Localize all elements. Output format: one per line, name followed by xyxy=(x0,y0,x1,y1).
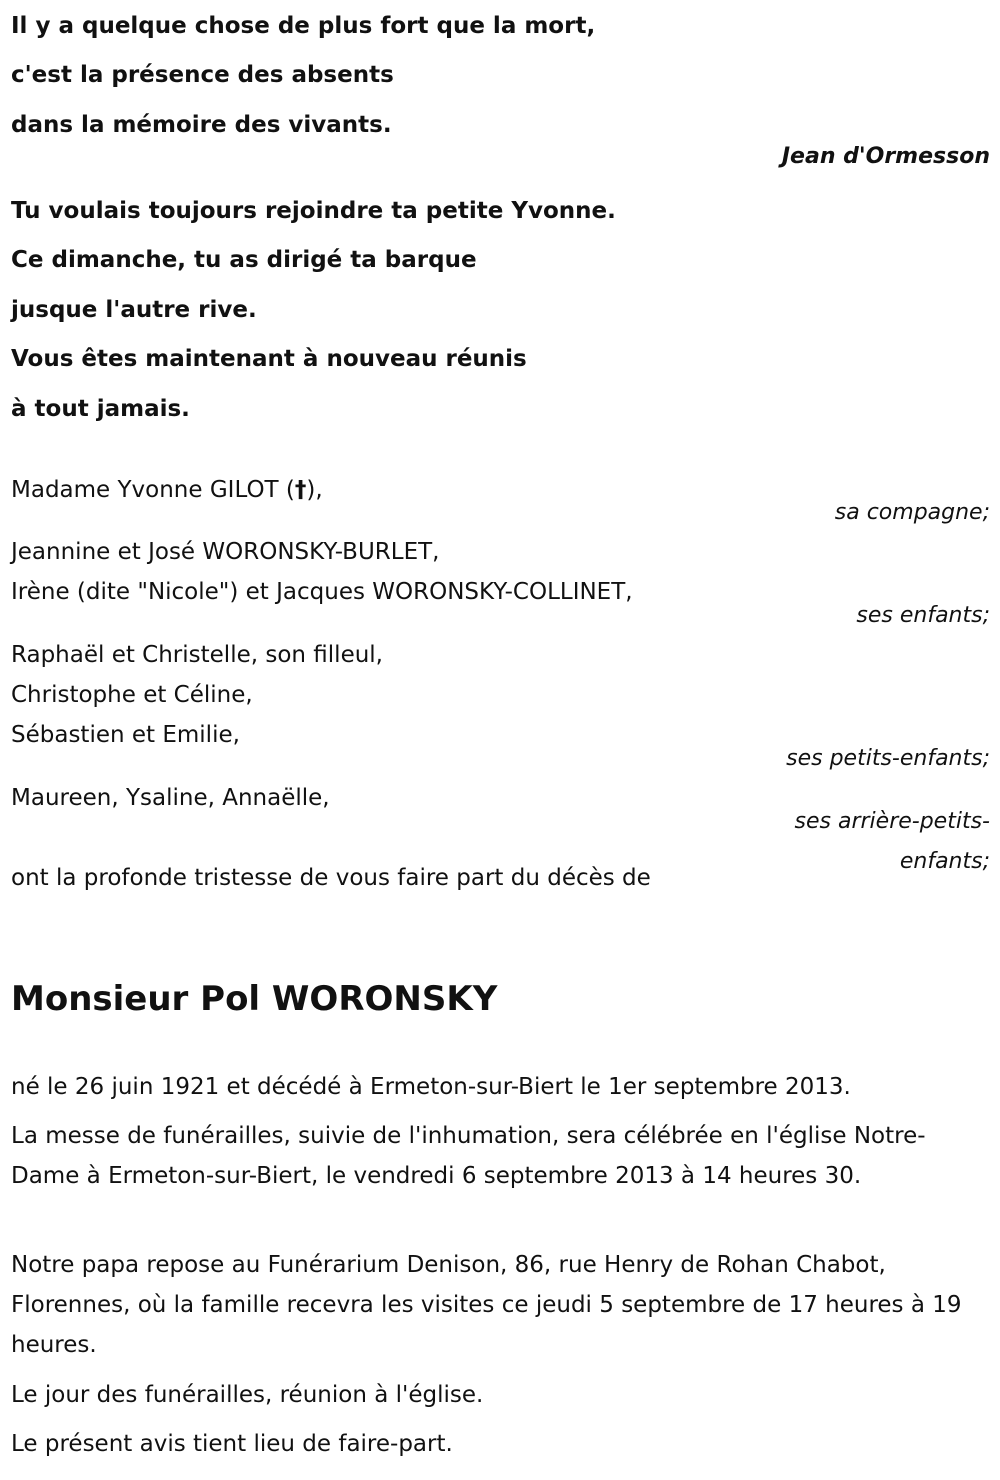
grandchildren-role: ses petits-enfants; xyxy=(786,746,990,771)
companion-name-suffix: ), xyxy=(306,477,323,503)
quote-line: dans la mémoire des vivants. xyxy=(11,112,392,138)
quote-line: Il y a quelque chose de plus fort que la mort, xyxy=(11,13,596,39)
grandchild-line: Sébastien et Emilie, xyxy=(11,722,240,748)
tribute-line: Tu voulais toujours rejoindre ta petite Yvonne. xyxy=(11,198,616,224)
announcement: ont la profonde tristesse de vous faire part du décès de xyxy=(11,865,651,891)
companion-name xyxy=(11,475,323,505)
quote-line: c'est la présence des absents xyxy=(11,62,394,88)
child-line: Jeannine et José WORONSKY-BURLET, xyxy=(11,539,440,565)
child-line: Irène (dite "Nicole") et Jacques WORONSKY-COLLINET, xyxy=(11,579,633,605)
detail-funeral-mass: La messe de funérailles, suivie de l'inhumation, sera célébrée en l'église Notre-Dame à Ermeton-sur-Biert, le vendredi 6 septembre 2013 à 14 heures 30. xyxy=(11,1123,926,1189)
children-role: ses enfants; xyxy=(856,603,990,628)
companion-name-text: Madame Yvonne GILOT ( xyxy=(11,477,295,503)
grandchild-line: Christophe et Céline, xyxy=(11,682,253,708)
deceased-name: Monsieur Pol WORONSKY xyxy=(11,979,498,1019)
detail-meeting: Le jour des funérailles, réunion à l'église. xyxy=(11,1382,484,1408)
tribute-line: à tout jamais. xyxy=(11,396,190,422)
grandchild-line: Raphaël et Christelle, son filleul, xyxy=(11,642,383,668)
companion-role: sa compagne; xyxy=(834,500,990,525)
detail-birth-death: né le 26 juin 1921 et décédé à Ermeton-sur-Biert le 1er septembre 2013. xyxy=(11,1074,851,1100)
tribute-line: Ce dimanche, tu as dirigé ta barque xyxy=(11,247,477,273)
tribute-line: jusque l'autre rive. xyxy=(11,297,257,323)
great-grandchildren-role-line2: enfants; xyxy=(899,849,990,874)
great-grandchildren-role-line1: ses arrière-petits- xyxy=(794,809,990,834)
quote-author: Jean d'Ormesson xyxy=(781,144,990,169)
detail-funeral-home: Notre papa repose au Funérarium Denison, 86, rue Henry de Rohan Chabot, Florennes, où la famille recevra les visites ce jeudi 5 septembre de 17 heures à 19 heures. xyxy=(11,1252,962,1358)
tribute-line: Vous êtes maintenant à nouveau réunis xyxy=(11,346,527,372)
cross-icon: † xyxy=(294,477,307,503)
detail-notice: Le présent avis tient lieu de faire-part. xyxy=(11,1431,453,1457)
great-grandchild-line: Maureen, Ysaline, Annaëlle, xyxy=(11,785,330,811)
